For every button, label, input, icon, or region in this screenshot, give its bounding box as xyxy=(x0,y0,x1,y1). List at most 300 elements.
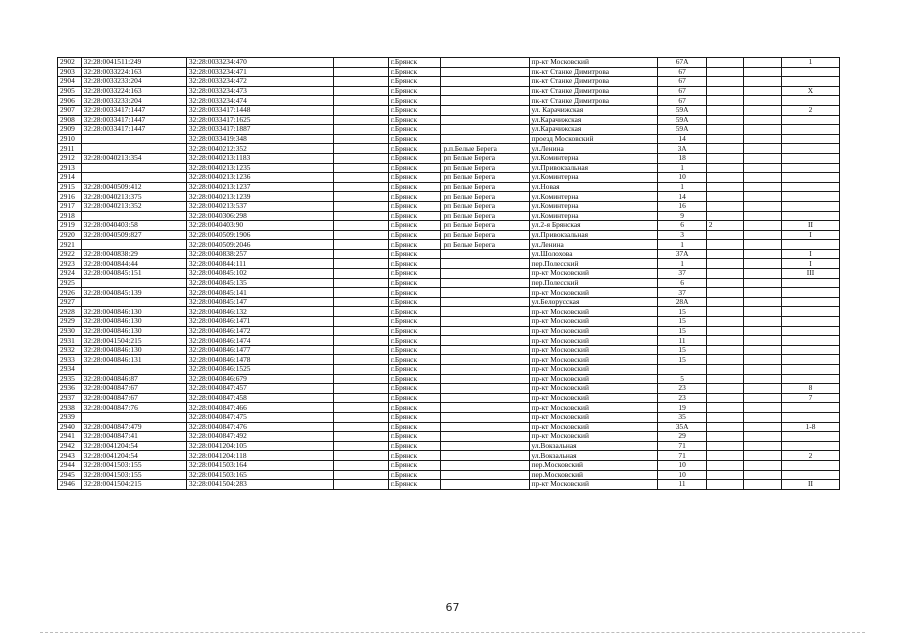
cadastral-number-cell: 32:28:0033234:473 xyxy=(186,86,333,96)
cadastral-number-cell: 32:28:0041504:283 xyxy=(186,480,333,490)
street-cell: пк-кт Станке Димитрова xyxy=(529,67,658,77)
cadastral-number-cell: 32:28:0033234:472 xyxy=(186,77,333,87)
parent-cadastral-cell: 32:28:0033417:1447 xyxy=(81,125,186,135)
cadastral-number-cell: 32:28:0033417:1625 xyxy=(186,115,333,125)
city-cell: г.Брянск xyxy=(388,365,441,375)
parent-cadastral-cell: 32:28:0033233:204 xyxy=(81,96,186,106)
street-cell: ул.Коминтерна xyxy=(529,192,658,202)
blank-cell xyxy=(744,384,782,394)
street-cell: пер.Московский xyxy=(529,470,658,480)
parent-cadastral-cell xyxy=(81,173,186,183)
house-number-cell: 16 xyxy=(658,201,706,211)
building-cell xyxy=(706,288,744,298)
parent-cadastral-cell: 32:28:0040847:67 xyxy=(81,384,186,394)
parent-cadastral-cell: 32:28:0040509:827 xyxy=(81,230,186,240)
premises-cell xyxy=(781,288,839,298)
city-cell: г.Брянск xyxy=(388,432,441,442)
house-number-cell: 3А xyxy=(658,144,706,154)
page-number: 67 xyxy=(445,601,460,614)
city-cell: г.Брянск xyxy=(388,317,441,327)
parent-cadastral-cell: 32:28:0041503:155 xyxy=(81,460,186,470)
house-number-cell: 18 xyxy=(658,153,706,163)
row-number-cell: 2936 xyxy=(58,384,82,394)
table-row xyxy=(58,86,840,96)
settlement-cell xyxy=(441,326,529,336)
street-cell: пер.Полесский xyxy=(529,259,658,269)
cadastral-number-cell: 32:28:0040213:1239 xyxy=(186,192,333,202)
city-cell: г.Брянск xyxy=(388,374,441,384)
blank-cell xyxy=(744,125,782,135)
cadastral-number-cell: 32:28:0040846:679 xyxy=(186,374,333,384)
parent-cadastral-cell: 32:28:0040213:375 xyxy=(81,192,186,202)
city-cell: г.Брянск xyxy=(388,240,441,250)
cadastral-number-cell: 32:28:0040403:90 xyxy=(186,221,333,231)
street-cell: ул.Карачижская xyxy=(529,115,658,125)
blank-cell xyxy=(744,240,782,250)
blank-cell xyxy=(744,403,782,413)
row-number-cell: 2917 xyxy=(58,201,82,211)
building-cell xyxy=(706,278,744,288)
house-number-cell: 37 xyxy=(658,269,706,279)
street-cell: пер.Московский xyxy=(529,460,658,470)
cadastral-number-cell: 32:28:0040847:475 xyxy=(186,412,333,422)
premises-cell xyxy=(781,134,839,144)
settlement-cell xyxy=(441,58,529,68)
blank-cell xyxy=(334,134,389,144)
street-cell: пр-кт Московский xyxy=(529,345,658,355)
premises-cell xyxy=(781,307,839,317)
city-cell: г.Брянск xyxy=(388,96,441,106)
city-cell: г.Брянск xyxy=(388,201,441,211)
blank-cell xyxy=(334,374,389,384)
street-cell: пк-кт Станке Димитрова xyxy=(529,77,658,87)
blank-cell xyxy=(334,480,389,490)
building-cell xyxy=(706,412,744,422)
cadastral-number-cell: 32:28:0041503:165 xyxy=(186,470,333,480)
blank-cell xyxy=(744,432,782,442)
street-cell: ул.Белорусская xyxy=(529,297,658,307)
building-cell xyxy=(706,451,744,461)
blank-cell xyxy=(334,249,389,259)
row-number-cell: 2942 xyxy=(58,441,82,451)
cadastral-number-cell: 32:28:0040846:1525 xyxy=(186,365,333,375)
house-number-cell: 67 xyxy=(658,96,706,106)
house-number-cell: 10 xyxy=(658,173,706,183)
premises-cell xyxy=(781,278,839,288)
table-row xyxy=(58,163,840,173)
city-cell: г.Брянск xyxy=(388,230,441,240)
row-number-cell: 2938 xyxy=(58,403,82,413)
house-number-cell: 10 xyxy=(658,470,706,480)
blank-cell xyxy=(744,192,782,202)
street-cell: пр-кт Московский xyxy=(529,393,658,403)
cadastral-number-cell: 32:28:0040845:147 xyxy=(186,297,333,307)
blank-cell xyxy=(744,96,782,106)
premises-cell xyxy=(781,326,839,336)
row-number-cell: 2943 xyxy=(58,451,82,461)
table-row xyxy=(58,480,840,490)
row-number-cell: 2934 xyxy=(58,365,82,375)
building-cell xyxy=(706,173,744,183)
street-cell: ул. Карачижская xyxy=(529,105,658,115)
cadastral-number-cell: 32:28:0040847:458 xyxy=(186,393,333,403)
house-number-cell: 23 xyxy=(658,393,706,403)
city-cell: г.Брянск xyxy=(388,58,441,68)
city-cell: г.Брянск xyxy=(388,460,441,470)
city-cell: г.Брянск xyxy=(388,412,441,422)
parent-cadastral-cell: 32:28:0040847:479 xyxy=(81,422,186,432)
blank-cell xyxy=(744,422,782,432)
city-cell: г.Брянск xyxy=(388,125,441,135)
row-number-cell: 2921 xyxy=(58,240,82,250)
house-number-cell: 14 xyxy=(658,192,706,202)
premises-cell xyxy=(781,96,839,106)
settlement-cell: рп Белые Берега xyxy=(441,153,529,163)
settlement-cell xyxy=(441,393,529,403)
blank-cell xyxy=(334,230,389,240)
row-number-cell: 2913 xyxy=(58,163,82,173)
settlement-cell xyxy=(441,432,529,442)
city-cell: г.Брянск xyxy=(388,393,441,403)
blank-cell xyxy=(334,269,389,279)
row-number-cell: 2905 xyxy=(58,86,82,96)
parent-cadastral-cell: 32:28:0033224:163 xyxy=(81,86,186,96)
blank-cell xyxy=(334,412,389,422)
table-row xyxy=(58,134,840,144)
parent-cadastral-cell: 32:28:0040846:130 xyxy=(81,326,186,336)
blank-cell xyxy=(334,451,389,461)
city-cell: г.Брянск xyxy=(388,422,441,432)
building-cell xyxy=(706,77,744,87)
street-cell: пр-кт Московский xyxy=(529,374,658,384)
premises-cell xyxy=(781,374,839,384)
street-cell: пр-кт Московский xyxy=(529,317,658,327)
blank-cell xyxy=(334,115,389,125)
settlement-cell: рп Белые Берега xyxy=(441,173,529,183)
row-number-cell: 2932 xyxy=(58,345,82,355)
row-number-cell: 2903 xyxy=(58,67,82,77)
cadastral-number-cell: 32:28:0033234:470 xyxy=(186,58,333,68)
house-number-cell: 1 xyxy=(658,240,706,250)
table-row xyxy=(58,105,840,115)
blank-cell xyxy=(334,355,389,365)
blank-cell xyxy=(334,441,389,451)
table-row xyxy=(58,115,840,125)
house-number-cell: 14 xyxy=(658,134,706,144)
settlement-cell xyxy=(441,345,529,355)
blank-cell xyxy=(334,403,389,413)
blank-cell xyxy=(334,173,389,183)
settlement-cell xyxy=(441,403,529,413)
cadastral-number-cell: 32:28:0033234:471 xyxy=(186,67,333,77)
city-cell: г.Брянск xyxy=(388,221,441,231)
premises-cell: I xyxy=(781,259,839,269)
table-row xyxy=(58,269,840,279)
premises-cell xyxy=(781,163,839,173)
parent-cadastral-cell: 32:28:0040846:130 xyxy=(81,345,186,355)
building-cell xyxy=(706,345,744,355)
row-number-cell: 2908 xyxy=(58,115,82,125)
blank-cell xyxy=(744,67,782,77)
settlement-cell xyxy=(441,259,529,269)
blank-cell xyxy=(744,374,782,384)
table-row xyxy=(58,182,840,192)
cadastral-number-cell: 32:28:0041503:164 xyxy=(186,460,333,470)
table-row xyxy=(58,201,840,211)
blank-cell xyxy=(744,441,782,451)
table-row xyxy=(58,96,840,106)
building-cell xyxy=(706,259,744,269)
settlement-cell: р.п.Белые Берега xyxy=(441,144,529,154)
parent-cadastral-cell xyxy=(81,297,186,307)
cadastral-number-cell: 32:28:0033417:1887 xyxy=(186,125,333,135)
house-number-cell: 6 xyxy=(658,221,706,231)
registry-table xyxy=(57,57,840,490)
street-cell: ул.2-я Брянская xyxy=(529,221,658,231)
cadastral-number-cell: 32:28:0040845:102 xyxy=(186,269,333,279)
bottom-divider xyxy=(40,632,865,633)
building-cell xyxy=(706,317,744,327)
city-cell: г.Брянск xyxy=(388,451,441,461)
table-row xyxy=(58,307,840,317)
blank-cell xyxy=(744,269,782,279)
building-cell xyxy=(706,249,744,259)
parent-cadastral-cell xyxy=(81,144,186,154)
table-row xyxy=(58,153,840,163)
settlement-cell xyxy=(441,384,529,394)
city-cell: г.Брянск xyxy=(388,336,441,346)
row-number-cell: 2907 xyxy=(58,105,82,115)
street-cell: ул.Коминтерна xyxy=(529,211,658,221)
row-number-cell: 2933 xyxy=(58,355,82,365)
premises-cell xyxy=(781,336,839,346)
premises-cell xyxy=(781,115,839,125)
building-cell xyxy=(706,115,744,125)
settlement-cell xyxy=(441,125,529,135)
blank-cell xyxy=(334,297,389,307)
premises-cell: 7 xyxy=(781,393,839,403)
parent-cadastral-cell xyxy=(81,365,186,375)
table-row xyxy=(58,384,840,394)
house-number-cell: 1 xyxy=(658,259,706,269)
city-cell: г.Брянск xyxy=(388,77,441,87)
blank-cell xyxy=(334,326,389,336)
blank-cell xyxy=(744,86,782,96)
blank-cell xyxy=(744,182,782,192)
building-cell xyxy=(706,422,744,432)
table-row xyxy=(58,460,840,470)
table-row xyxy=(58,144,840,154)
settlement-cell xyxy=(441,336,529,346)
blank-cell xyxy=(334,384,389,394)
city-cell: г.Брянск xyxy=(388,134,441,144)
settlement-cell xyxy=(441,134,529,144)
blank-cell xyxy=(744,393,782,403)
premises-cell xyxy=(781,403,839,413)
premises-cell: I xyxy=(781,249,839,259)
premises-cell: 2 xyxy=(781,451,839,461)
row-number-cell: 2944 xyxy=(58,460,82,470)
blank-cell xyxy=(334,105,389,115)
street-cell: пк-кт Станке Димитрова xyxy=(529,96,658,106)
settlement-cell xyxy=(441,412,529,422)
city-cell: г.Брянск xyxy=(388,403,441,413)
street-cell: ул.Коминтерна xyxy=(529,153,658,163)
building-cell xyxy=(706,67,744,77)
blank-cell xyxy=(334,317,389,327)
house-number-cell: 10 xyxy=(658,460,706,470)
premises-cell: III xyxy=(781,269,839,279)
premises-cell xyxy=(781,173,839,183)
premises-cell xyxy=(781,182,839,192)
cadastral-number-cell: 32:28:0033419:348 xyxy=(186,134,333,144)
building-cell xyxy=(706,269,744,279)
cadastral-number-cell: 32:28:0040509:2046 xyxy=(186,240,333,250)
table-row xyxy=(58,211,840,221)
premises-cell xyxy=(781,192,839,202)
house-number-cell: 35 xyxy=(658,412,706,422)
street-cell: пр-кт Московский xyxy=(529,422,658,432)
row-number-cell: 2927 xyxy=(58,297,82,307)
premises-cell xyxy=(781,441,839,451)
blank-cell xyxy=(334,58,389,68)
parent-cadastral-cell: 32:28:0041204:54 xyxy=(81,451,186,461)
row-number-cell: 2909 xyxy=(58,125,82,135)
city-cell: г.Брянск xyxy=(388,470,441,480)
building-cell xyxy=(706,307,744,317)
table-row xyxy=(58,230,840,240)
premises-cell xyxy=(781,201,839,211)
row-number-cell: 2915 xyxy=(58,182,82,192)
building-cell xyxy=(706,125,744,135)
table-row xyxy=(58,317,840,327)
street-cell: ул.Ленина xyxy=(529,144,658,154)
premises-cell xyxy=(781,412,839,422)
blank-cell xyxy=(744,365,782,375)
street-cell: пр-кт Московский xyxy=(529,326,658,336)
street-cell: пр-кт Московский xyxy=(529,480,658,490)
parent-cadastral-cell: 32:28:0040847:41 xyxy=(81,432,186,442)
parent-cadastral-cell: 32:28:0040213:354 xyxy=(81,153,186,163)
blank-cell xyxy=(744,451,782,461)
blank-cell xyxy=(334,192,389,202)
street-cell: проезд Московский xyxy=(529,134,658,144)
row-number-cell: 2946 xyxy=(58,480,82,490)
street-cell: пк-кт Станке Димитрова xyxy=(529,86,658,96)
row-number-cell: 2904 xyxy=(58,77,82,87)
house-number-cell: 29 xyxy=(658,432,706,442)
building-cell xyxy=(706,460,744,470)
blank-cell xyxy=(744,115,782,125)
blank-cell xyxy=(744,201,782,211)
house-number-cell: 59А xyxy=(658,105,706,115)
parent-cadastral-cell xyxy=(81,240,186,250)
building-cell xyxy=(706,192,744,202)
street-cell: ул.Привокзальная xyxy=(529,163,658,173)
building-cell xyxy=(706,441,744,451)
house-number-cell: 35А xyxy=(658,422,706,432)
house-number-cell: 28А xyxy=(658,297,706,307)
building-cell xyxy=(706,96,744,106)
cadastral-number-cell: 32:28:0040213:537 xyxy=(186,201,333,211)
blank-cell xyxy=(334,422,389,432)
table-row xyxy=(58,355,840,365)
blank-cell xyxy=(744,412,782,422)
premises-cell: 1 xyxy=(781,58,839,68)
row-number-cell: 2929 xyxy=(58,317,82,327)
table-row xyxy=(58,326,840,336)
settlement-cell xyxy=(441,480,529,490)
cadastral-number-cell: 32:28:0040847:476 xyxy=(186,422,333,432)
settlement-cell: рп Белые Берега xyxy=(441,163,529,173)
parent-cadastral-cell: 32:28:0033417:1447 xyxy=(81,115,186,125)
blank-cell xyxy=(744,470,782,480)
parent-cadastral-cell: 32:28:0041503:155 xyxy=(81,470,186,480)
building-cell xyxy=(706,336,744,346)
building-cell xyxy=(706,134,744,144)
cadastral-number-cell: 32:28:0040845:141 xyxy=(186,288,333,298)
street-cell: ул.Шолохова xyxy=(529,249,658,259)
house-number-cell: 67 xyxy=(658,67,706,77)
cadastral-number-cell: 32:28:0040847:466 xyxy=(186,403,333,413)
table-row xyxy=(58,470,840,480)
parent-cadastral-cell: 32:28:0040846:87 xyxy=(81,374,186,384)
blank-cell xyxy=(334,182,389,192)
blank-cell xyxy=(334,278,389,288)
table-row xyxy=(58,422,840,432)
parent-cadastral-cell: 32:28:0040846:130 xyxy=(81,317,186,327)
table-row xyxy=(58,374,840,384)
blank-cell xyxy=(744,288,782,298)
blank-cell xyxy=(744,230,782,240)
building-cell xyxy=(706,403,744,413)
settlement-cell xyxy=(441,77,529,87)
city-cell: г.Брянск xyxy=(388,86,441,96)
blank-cell xyxy=(334,201,389,211)
table-row xyxy=(58,403,840,413)
row-number-cell: 2906 xyxy=(58,96,82,106)
city-cell: г.Брянск xyxy=(388,278,441,288)
blank-cell xyxy=(744,105,782,115)
building-cell xyxy=(706,230,744,240)
row-number-cell: 2922 xyxy=(58,249,82,259)
building-cell xyxy=(706,355,744,365)
row-number-cell: 2925 xyxy=(58,278,82,288)
blank-cell xyxy=(744,153,782,163)
table-row xyxy=(58,441,840,451)
settlement-cell xyxy=(441,374,529,384)
premises-cell xyxy=(781,77,839,87)
building-cell xyxy=(706,182,744,192)
street-cell: пр-кт Московский xyxy=(529,432,658,442)
settlement-cell: рп Белые Берега xyxy=(441,240,529,250)
blank-cell xyxy=(744,460,782,470)
premises-cell xyxy=(781,317,839,327)
row-number-cell: 2916 xyxy=(58,192,82,202)
parent-cadastral-cell: 32:28:0033233:204 xyxy=(81,77,186,87)
house-number-cell: 3 xyxy=(658,230,706,240)
row-number-cell: 2939 xyxy=(58,412,82,422)
cadastral-number-cell: 32:28:0040846:1472 xyxy=(186,326,333,336)
building-cell xyxy=(706,374,744,384)
cadastral-number-cell: 32:28:0040213:1183 xyxy=(186,153,333,163)
blank-cell xyxy=(744,326,782,336)
house-number-cell: 19 xyxy=(658,403,706,413)
city-cell: г.Брянск xyxy=(388,307,441,317)
settlement-cell: рп Белые Берега xyxy=(441,211,529,221)
blank-cell xyxy=(334,77,389,87)
blank-cell xyxy=(744,211,782,221)
